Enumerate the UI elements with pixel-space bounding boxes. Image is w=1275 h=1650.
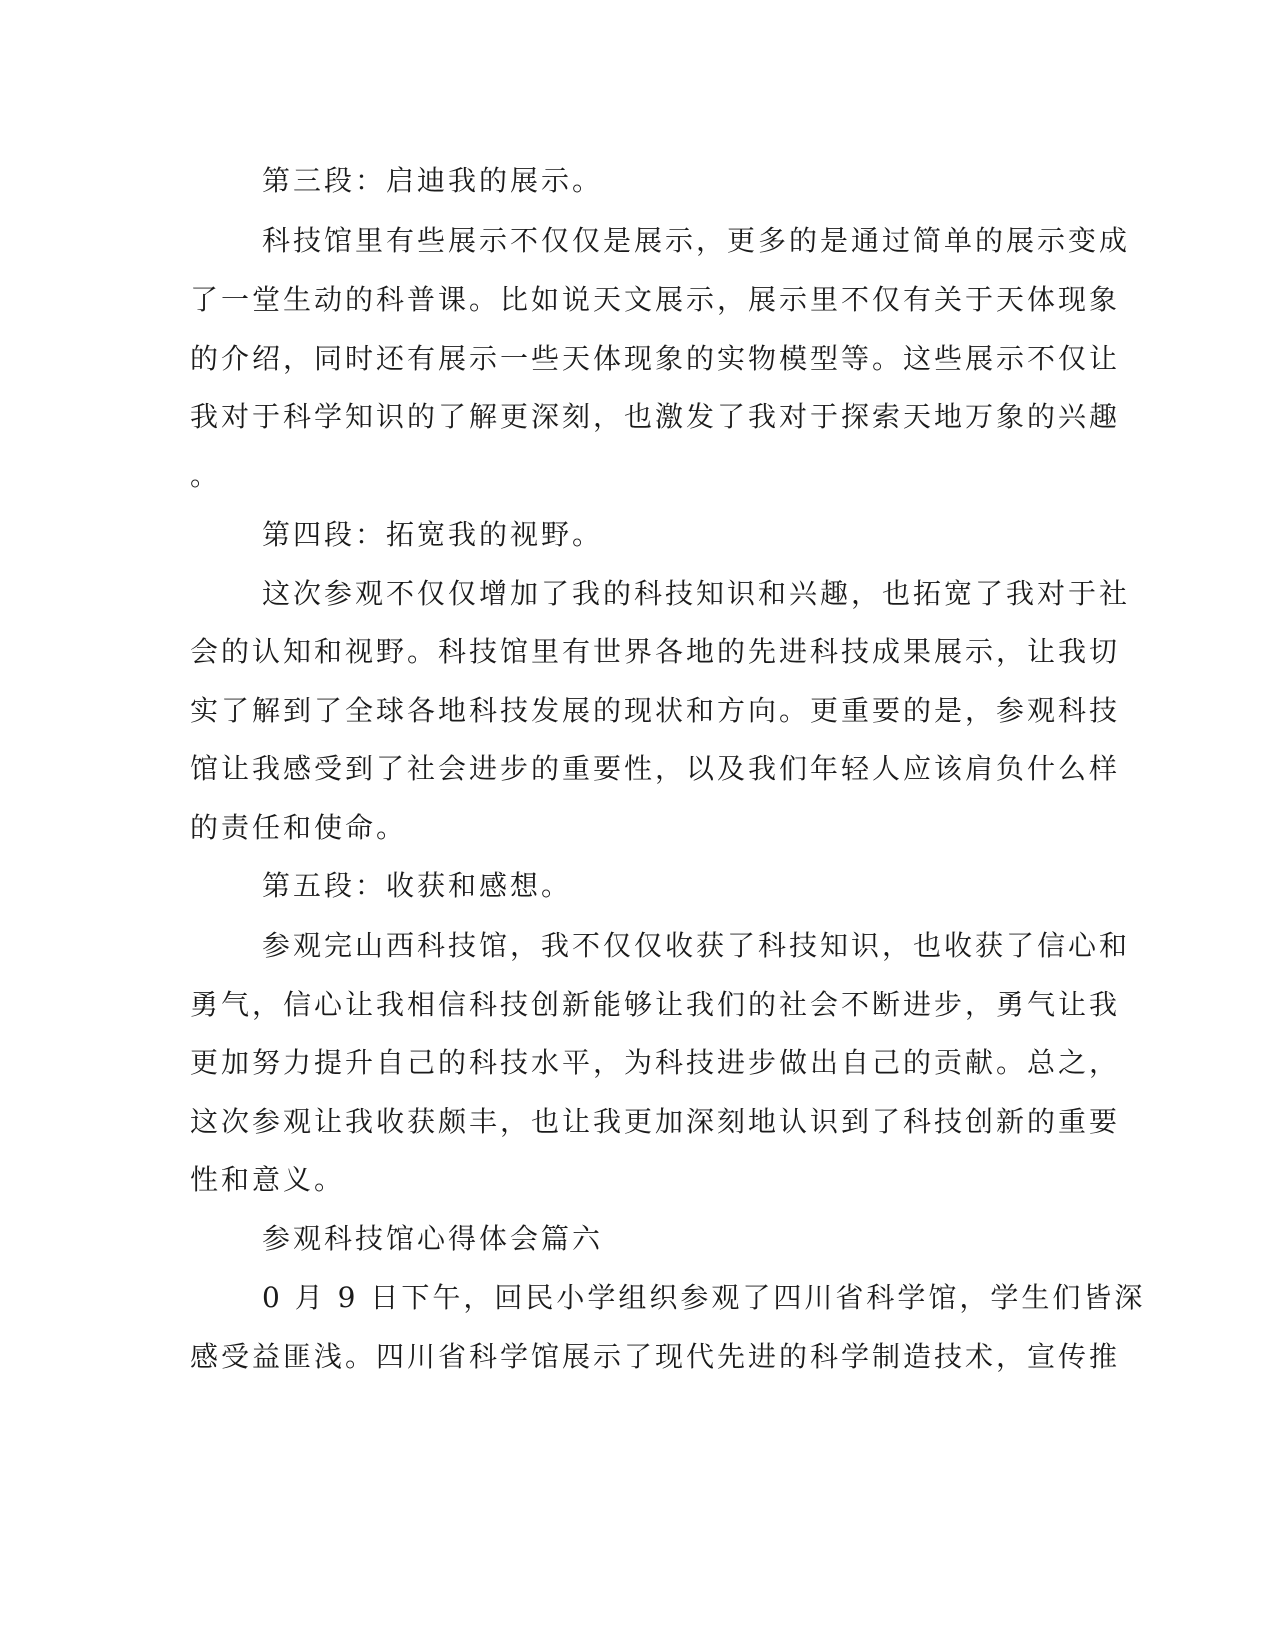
paragraph-line: 馆让我感受到了社会进步的重要性，以及我们年轻人应该肩负什么样 <box>190 752 1121 785</box>
paragraph-line: 这次参观让我收获颇丰，也让我更加深刻地认识到了科技创新的重要 <box>190 1105 1121 1138</box>
paragraph-line: 的责任和使命。 <box>190 811 408 844</box>
paragraph-line: 了一堂生动的科普课。比如说天文展示，展示里不仅有关于天体现象 <box>190 283 1121 316</box>
paragraph-line: 。 <box>190 459 222 492</box>
paragraph-line: 勇气，信心让我相信科技创新能够让我们的社会不断进步，勇气让我 <box>190 988 1121 1021</box>
paragraph-line: 我对于科学知识的了解更深刻，也激发了我对于探索天地万象的兴趣 <box>190 400 1121 433</box>
paragraph-line: 参观完山西科技馆，我不仅仅收获了科技知识，也收获了信心和 <box>262 929 1131 962</box>
paragraph-line: 性和意义。 <box>190 1163 346 1196</box>
paragraph-line: 0 月 9 日下午，回民小学组织参观了四川省科学馆，学生们皆深 <box>262 1281 1146 1314</box>
paragraph-line: 感受益匪浅。四川省科学馆展示了现代先进的科学制造技术，宣传推 <box>190 1340 1121 1373</box>
section-heading-5: 第五段：收获和感想。 <box>262 869 573 902</box>
section-heading-4: 第四段：拓宽我的视野。 <box>262 518 604 551</box>
paragraph-line: 会的认知和视野。科技馆里有世界各地的先进科技成果展示，让我切 <box>190 635 1121 668</box>
paragraph-line: 这次参观不仅仅增加了我的科技知识和兴趣，也拓宽了我对于社 <box>262 577 1131 610</box>
paragraph-line: 更加努力提升自己的科技水平，为科技进步做出自己的贡献。总之， <box>190 1046 1121 1079</box>
paragraph-line: 实了解到了全球各地科技发展的现状和方向。更重要的是，参观科技 <box>190 694 1121 727</box>
section-heading-3: 第三段：启迪我的展示。 <box>262 164 604 197</box>
article-title: 参观科技馆心得体会篇六 <box>262 1222 604 1255</box>
paragraph-line: 科技馆里有些展示不仅仅是展示，更多的是通过简单的展示变成 <box>262 224 1131 257</box>
paragraph-line: 的介绍，同时还有展示一些天体现象的实物模型等。这些展示不仅让 <box>190 342 1121 375</box>
